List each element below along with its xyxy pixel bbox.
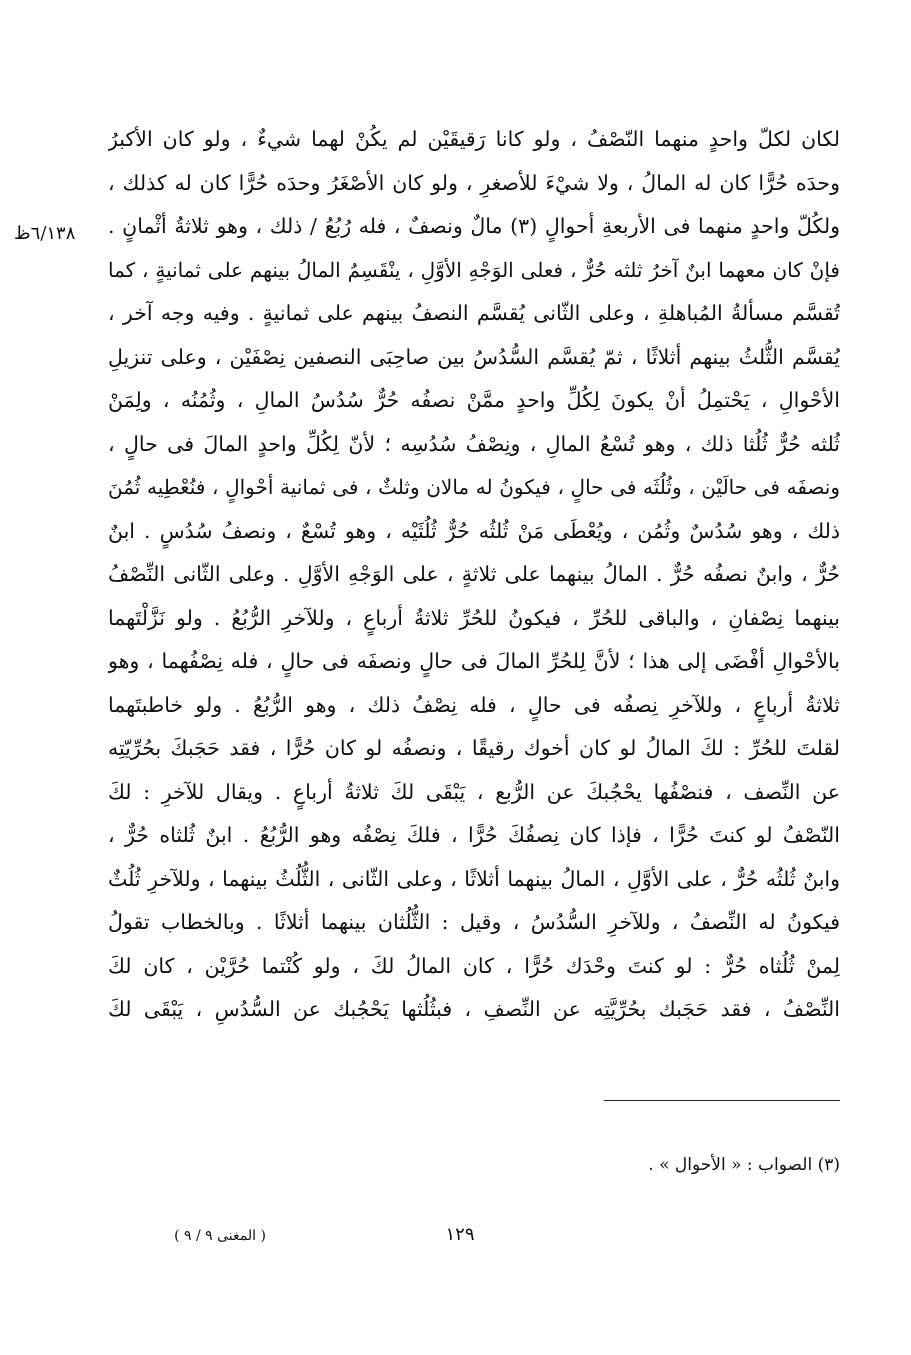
text-line: تُقسَّم مسألةُ المُباهلةِ ، وعلى الثّانى يُقسَّم النصفُ بينهم على ثمانيةٍ . وفيه وجه آخر ، bbox=[108, 301, 840, 325]
text-line: بينهما نِصْفانِ ، والباقى للحُرِّ ، فيكونُ للحُرِّ ثلاثةُ أرباعٍ ، وللآخرِ الرُّبُعُ . ولو نَزَّلْتَهما bbox=[108, 605, 840, 630]
main-text-block bbox=[108, 118, 840, 1032]
text-line: وحدَه حُرًّا كان له المالُ ، ولا شيْءَ للأصغرِ ، ولو كان الأصْغَرُ وحدَه حُرًّا كان له كذلك ، bbox=[108, 170, 840, 195]
text-line: بالأحْوالِ أفْضَى إلى هذا ؛ لأنَّ لِلحُرِّ المالَ فى حالٍ ونصفَه فى حالٍ ، فله نِصْفُهما ، وهو bbox=[108, 649, 840, 673]
text-line: حُرٌّ ، وابنٌ نصفُه حُرٌّ . المالُ بينهما على ثلاثةٍ ، على الوَجْهِ الأوَّلِ . وعلى الثّانى النِّصْفُ bbox=[108, 562, 840, 586]
text-line: ذلك ، وهو سُدُسٌ وثُمُن ، ويُعْطَى مَنْ ثُلثُه حُرٌّ ثُلُثَيْه ، وهو تُسْعٌ ، ونصفُ سُدُسٍ . ابنٌ bbox=[108, 518, 840, 543]
text-line: فإنْ كان معهما ابنٌ آخرُ ثلثه حُرٌّ ، فعلى الوَجْهِ الأوَّلِ ، ينْقَسِمُ المالُ بينهم على ثمانيةٍ ، كما bbox=[108, 257, 840, 282]
text-line: لكان لكلّ واحدٍ منهما النّصْفُ ، ولو كانا رَقيقَيْن لم يكُنْ لهما شيءٌ ، ولو كان الأكبرُ bbox=[108, 127, 840, 151]
text-line: ونصفَه فى حالَيْن ، وثُلُثَه فى حالٍ ، فيكونُ له مالان وثلثٌ ، فى ثمانية أحْوالٍ ، فنُعْطِيه ثُمُنَ bbox=[108, 475, 840, 499]
page-number: ١٢٩ bbox=[445, 1224, 475, 1245]
text-line: الأحْوالِ ، يَحْتمِلُ أنْ يكونَ لِكُلِّ واحدٍ ممَّنْ نصفُه حُرٌّ سُدُسُ المالِ ، وثُمُنُه ، ولِمَنْ bbox=[108, 388, 840, 412]
text-line: ثُلثه حُرٌّ ثُلُثا ذلك ، وهو تُسْعُ المالِ ، ونِصْفُ سُدُسِه ؛ لأنّ لِكُلِّ واحدٍ المالَ فى حالٍ ، bbox=[108, 431, 840, 456]
margin-manuscript-reference: ٦/١٣٨ظ bbox=[14, 223, 76, 244]
text-line: النّصْفُ لو كنتَ حُرًّا ، فإذا كان نِصفُكَ حُرًّا ، فلكَ نِصْفُه وهو الرُّبُعُ . ابنٌ ثُلثاه حُرٌّ ، bbox=[108, 823, 840, 847]
text-line: يُقسَّم الثُّلثُ بينهم أثلاثًا ، ثمّ يُقسَّم السُّدُسُ بين صاحِبَى النصفين نِصْفَيْن ، وعلى تنزيلِ bbox=[108, 344, 840, 369]
footnote-divider bbox=[604, 1100, 840, 1101]
text-line: فيكونُ له النِّصفُ ، وللآخرِ السُّدُسُ ، وقيل : الثُّلُثان بينهما أثلاثًا . وبالخطاب تقولُ bbox=[108, 910, 840, 934]
text-line: عن النِّصف ، فنصْفُها يحْجُبكَ عن الرُّبع ، يَبْقَى لكَ ثلاثةُ أرباعٍ . ويقال للآخرِ : لكَ bbox=[108, 779, 840, 804]
text-line: ولكُلّ واحدٍ منهما فى الأربعةِ أحوالٍ (٣) مالٌ ونصفٌ ، فله رُبُعُ / ذلك ، وهو ثلاثةُ أثْمانٍ . bbox=[108, 214, 840, 238]
footnote: (٣) الصواب : « الأحوال » . bbox=[648, 1155, 840, 1175]
text-line: النِّصْفُ ، فقد حَجَبك بحُرِّيَّتِه عن النِّصفِ ، فبثُلُثها يَحْجُبك عن السُّدُسِ ، يَبْقَى لكَ bbox=[108, 997, 840, 1021]
text-line: لِمنْ ثُلُثاه حُرٌّ : لو كنتَ وحْدَك حُرًّا ، كان المالُ لكَ ، ولو كُنْتما حُرَّيْن ، كان لكَ bbox=[108, 953, 840, 978]
text-line: لقلتَ للحُرِّ : لكَ المالُ لو كان أخوك رقيقًا ، ونصفُه لو كان حُرًّا ، فقد حَجَبكَ بحُرِّيّتِه bbox=[108, 736, 840, 760]
text-line: ثلاثةُ أرباعٍ ، وللآخرِ نِصفُه فى حالٍ ، فله نِصْفُ ذلك ، وهو الرُّبُعُ . ولو خاطبتَهما bbox=[108, 692, 840, 717]
text-line: وابنٌ ثُلثُه حُرٌّ ، على الأوَّلِ ، المالُ بينهما أثلاثًا ، وعلى الثّانى ، الثُّلُثُ بينهما ، وللآخرِ ثُلُثٌ bbox=[108, 866, 840, 891]
printer-signature: ( المغنى ٩ / ٩ ) bbox=[174, 1228, 266, 1244]
